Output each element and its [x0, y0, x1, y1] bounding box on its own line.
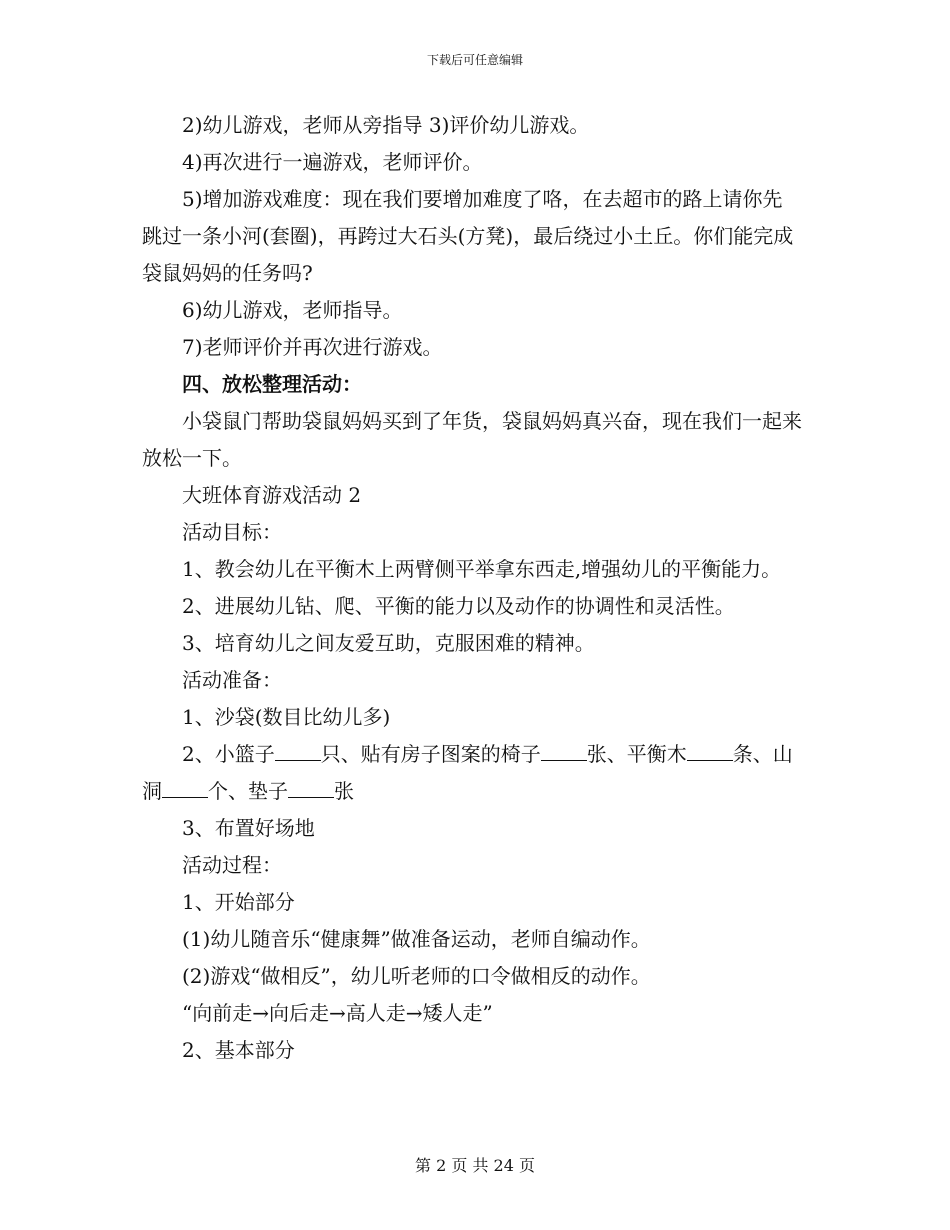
- paragraph: 4)再次进行一遍游戏，老师评价。: [182, 150, 483, 174]
- prep-text: 2、小篮子: [182, 742, 275, 766]
- paragraph: “向前走→向后走→高人走→矮人走”: [182, 1001, 493, 1025]
- subheading-preparation: 活动准备：: [182, 668, 282, 692]
- paragraph: 5)增加游戏难度：现在我们要增加难度了咯，在去超市的路上请你先跳过一条小河(套圈)，再跨过大石头(方凳)，最后绕过小土丘。你们能完成袋鼠妈妈的任务吗?: [142, 187, 794, 285]
- paragraph: 小袋鼠门帮助袋鼠妈妈买到了年货，袋鼠妈妈真兴奋，现在我们一起来放松一下。: [142, 409, 802, 470]
- prep-text: 只、贴有房子图案的椅子: [320, 742, 541, 766]
- fill-blank: [687, 742, 733, 761]
- fill-blank: [275, 742, 321, 761]
- fill-blank: [162, 779, 208, 798]
- list-item: 3、布置好场地: [182, 816, 315, 840]
- subheading-process: 活动过程：: [182, 853, 282, 877]
- paragraph: 7)老师评价并再次进行游戏。: [182, 335, 443, 359]
- list-item: 1、教会幼儿在平衡木上两臂侧平举拿东西走,增强幼儿的平衡能力。: [182, 557, 782, 581]
- activity-title: 大班体育游戏活动 2: [182, 483, 362, 507]
- list-item-with-blanks: [142, 736, 802, 810]
- prep-text: 条、山洞: [142, 742, 793, 803]
- list-item: 1、开始部分: [182, 890, 295, 914]
- prep-text: 张: [334, 779, 354, 803]
- list-item: (1)幼儿随音乐“健康舞”做准备运动，老师自编动作。: [182, 927, 651, 951]
- prep-text: 张、平衡木: [586, 742, 687, 766]
- paragraph: 2)幼儿游戏，老师从旁指导 3)评价幼儿游戏。: [182, 113, 590, 137]
- fill-blank: [541, 742, 587, 761]
- list-item: (2)游戏“做相反”，幼儿听老师的口令做相反的动作。: [182, 964, 651, 988]
- document-body: [142, 107, 802, 1069]
- list-item: 3、培育幼儿之间友爱互助，克服困难的精神。: [182, 631, 595, 655]
- page-header: 下载后可任意编辑: [426, 53, 523, 67]
- list-item: 1、沙袋(数目比幼儿多): [182, 705, 391, 729]
- list-item: 2、基本部分: [182, 1038, 295, 1062]
- subheading-goals: 活动目标：: [182, 520, 282, 544]
- page-footer: 第 2 页 共 24 页: [415, 1156, 535, 1175]
- fill-blank: [288, 779, 334, 798]
- prep-text: 个、垫子: [208, 779, 288, 803]
- list-item: 2、进展幼儿钻、爬、平衡的能力以及动作的协调性和灵活性。: [182, 594, 735, 618]
- section-heading: 四、放松整理活动：: [182, 372, 362, 396]
- paragraph: 6)幼儿游戏，老师指导。: [182, 298, 403, 322]
